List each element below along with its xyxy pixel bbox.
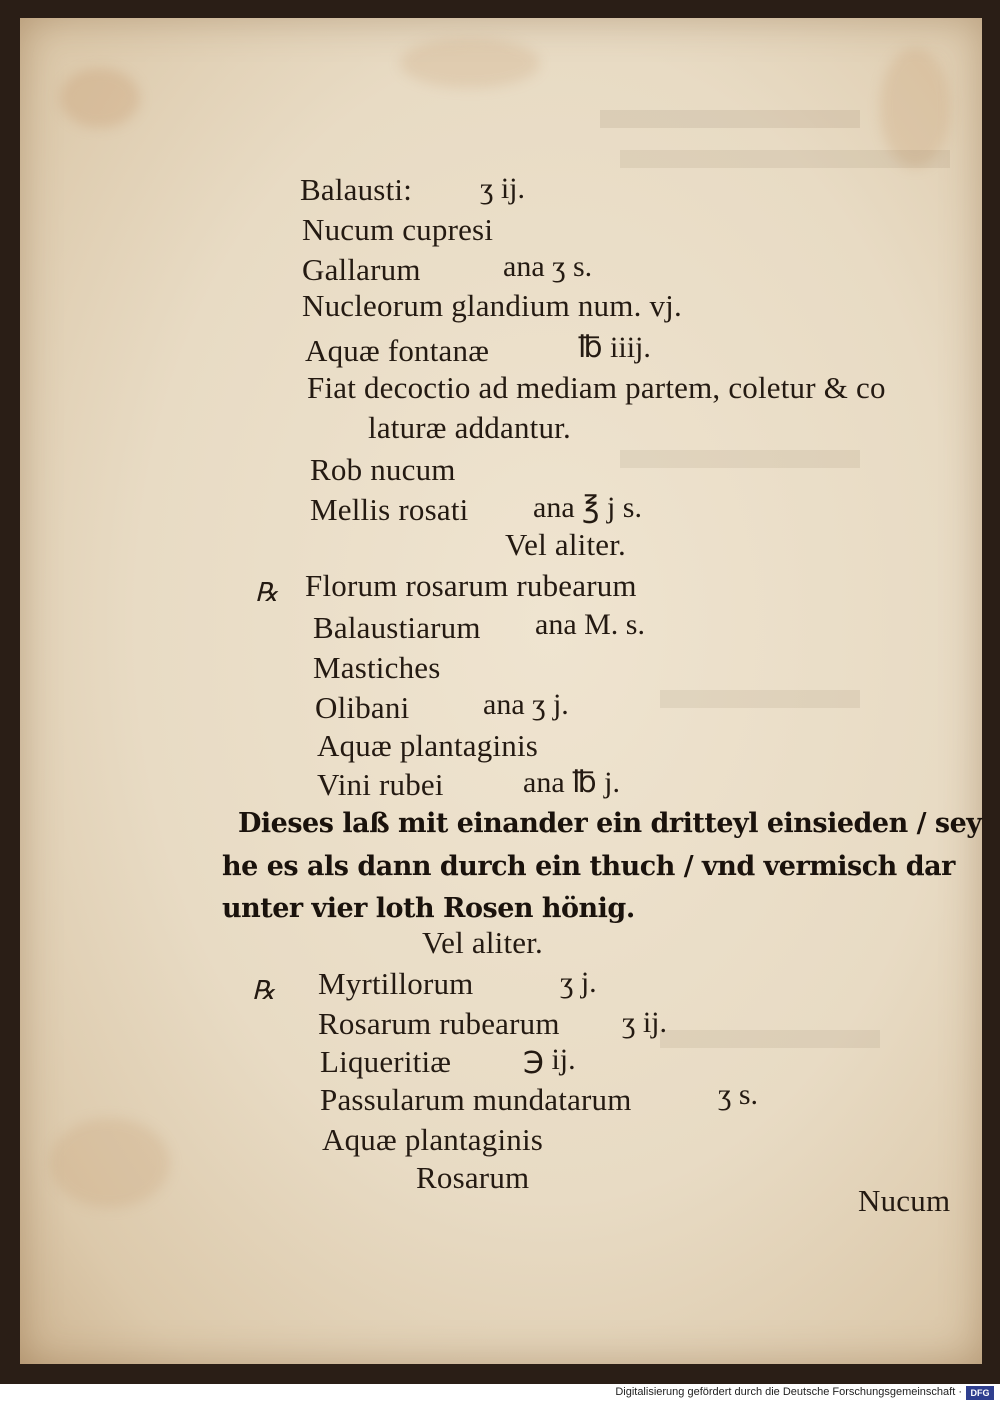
bleed-through [660, 690, 860, 708]
recipe-amount: ana ℔ j. [523, 766, 621, 799]
stain [60, 68, 140, 128]
bleed-through [600, 110, 860, 128]
recipe-line: Aquæ fontanæ [305, 333, 490, 368]
recipe-amount: ʒ j. [560, 966, 597, 999]
recipe-amount: ana M. s. [535, 608, 645, 641]
recipe-line: Myrtillorum [318, 966, 474, 1001]
bleed-through [620, 450, 860, 468]
recipe-line: Balaustiarum [313, 610, 481, 645]
bleed-through [660, 1030, 880, 1048]
recipe-line: Mellis rosati [310, 492, 469, 527]
german-text-line: unter vier loth Rosen hönig. [222, 893, 635, 924]
recipe-line: Passularum mundatarum [320, 1082, 632, 1117]
recipe-line: Aquæ plantaginis [322, 1122, 544, 1157]
recipe-line: Nucum cupresi [302, 212, 494, 247]
recipe-line: Aquæ plantaginis [317, 728, 539, 763]
footer-bar [0, 1384, 1000, 1402]
recipe-line: Vini rubei [317, 767, 444, 802]
recipe-line: Florum rosarum rubearum [305, 568, 637, 603]
stain [50, 1118, 170, 1208]
recipe-amount: ʒ s. [718, 1078, 758, 1111]
stain [400, 38, 540, 88]
recipe-symbol: ℞ [255, 578, 279, 607]
recipe-line: Gallarum [302, 252, 421, 287]
dfg-logo-icon: DFG [966, 1386, 994, 1400]
recipe-amount: ℈ ij. [523, 1043, 576, 1076]
section-heading: Vel aliter. [505, 527, 626, 562]
recipe-symbol: ℞ [252, 976, 276, 1005]
bleed-through [620, 150, 950, 168]
recipe-line: laturæ addantur. [368, 410, 571, 445]
recipe-line: Olibani [315, 690, 410, 725]
recipe-amount: ʒ ij. [622, 1006, 667, 1039]
recipe-amount: ʒ ij. [480, 172, 525, 205]
recipe-amount: ℔ iiij. [578, 331, 651, 364]
recipe-amount: ana ℥ j s. [533, 491, 642, 524]
german-text-line: he es als dann durch ein thuch / vnd vermisch dar [222, 851, 955, 882]
footer-credit: Digitalisierung gefördert durch die Deutsche Forschungsgemeinschaft · [615, 1386, 962, 1398]
section-heading: Vel aliter. [422, 925, 543, 960]
recipe-amount: ana ʒ j. [483, 688, 569, 721]
recipe-line: Rob nucum [310, 452, 456, 487]
recipe-line: Mastiches [313, 650, 441, 685]
recipe-line: Balausti: [300, 172, 413, 207]
german-text-line: Dieses laß mit einander ein dritteyl einsieden / sey [238, 808, 982, 839]
recipe-line: Liqueritiæ [320, 1044, 452, 1079]
catchword: Nucum [858, 1183, 951, 1218]
recipe-line: Rosarum rubearum [318, 1006, 560, 1041]
recipe-line: Rosarum [416, 1160, 530, 1195]
recipe-amount: ana ʒ s. [503, 250, 593, 283]
recipe-line: Nucleorum glandium num. vj. [302, 288, 682, 323]
recipe-line: Fiat decoctio ad mediam partem, coletur & co [307, 370, 886, 405]
